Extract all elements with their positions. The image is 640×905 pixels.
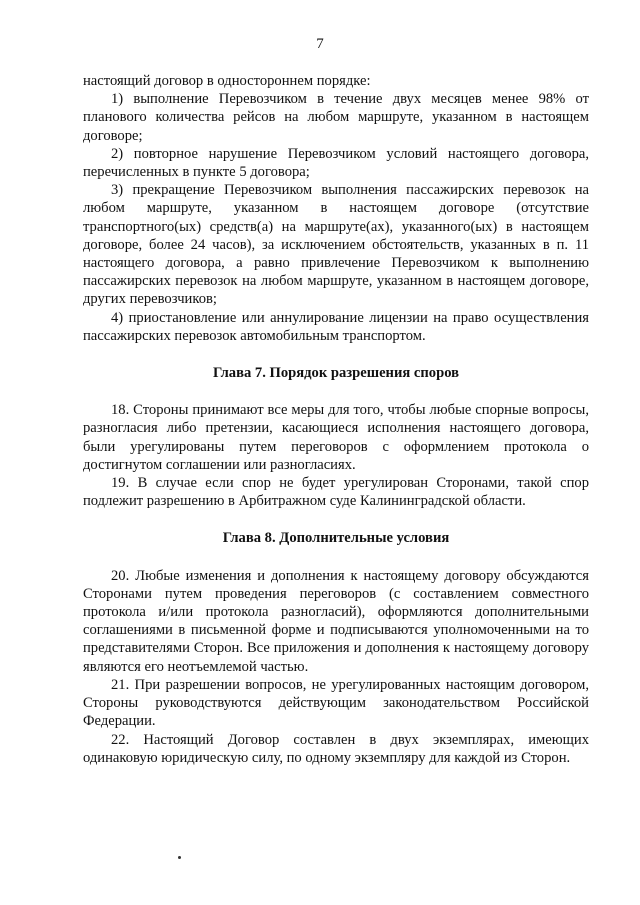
list-item-3: 3) прекращение Перевозчиком выполнения пассажирских перевозок на любом маршруте, указанном в настоящем договоре (отсутствие транспортного(ых) средств(а) на маршруте(ах), указанного(ых) в настоящем договоре, более 24 часов), за исключением обстоятельств, указанных в п. 11 настоящего договора, а равно привлечение Перевозчиком к выполнению пассажирских перевозок на любом маршруте, указанном в настоящем договоре, других перевозчиков; [83,182,589,308]
list-item-4: 4) приостановление или аннулирование лицензии на право осуществления пассажирских перевозок автомобильным транспортом. [83,309,589,344]
page-number: 7 [316,36,324,52]
clause-19: 19. В случае если спор не будет урегулирован Сторонами, такой спор подлежит разрешению в Арбитражном суде Калининградской области. [83,475,589,510]
document-body [83,72,589,767]
clause-20: 20. Любые изменения и дополнения к настоящему договору обсуждаются Сторонами путем проведения переговоров (с составлением совместного протокола и/или протокола разногласий), оформляются дополнительными соглашениями в письменной форме и подписываются уполномоченными на то представителями Сторон. Все приложения и дополнения к настоящему договору являются его неотъемлемой частью. [83,567,589,675]
scan-speck [178,856,181,859]
list-item-2: 2) повторное нарушение Перевозчиком условий настоящего договора, перечисленных в пункте 5 договора; [83,145,589,181]
chapter-7-heading: Глава 7. Порядок разрешения споров [212,365,460,382]
clause-21: 21. При разрешении вопросов, не урегулированных настоящим договором, Стороны руководствуются действующим законодательством Российской Федерации. [83,676,589,730]
clause-22: 22. Настоящий Договор составлен в двух экземплярах, имеющих одинаковую юридическую силу, по одному экземпляру для каждой из Сторон. [83,731,589,766]
intro-line: настоящий договор в одностороннем порядке: [83,73,371,89]
chapter-8-heading: Глава 8. Дополнительные условия [222,530,450,547]
list-item-1: 1) выполнение Перевозчиком в течение двух месяцев менее 98% от планового количества рейсов на любом маршруте, указанном в настоящем договоре; [83,91,589,144]
clause-18: 18. Стороны принимают все меры для того, чтобы любые спорные вопросы, разногласия либо претензии, касающиеся исполнения настоящего договора, были урегулированы путем переговоров с оформлением протокола о достигнутом соглашении или разногласиях. [83,402,589,473]
